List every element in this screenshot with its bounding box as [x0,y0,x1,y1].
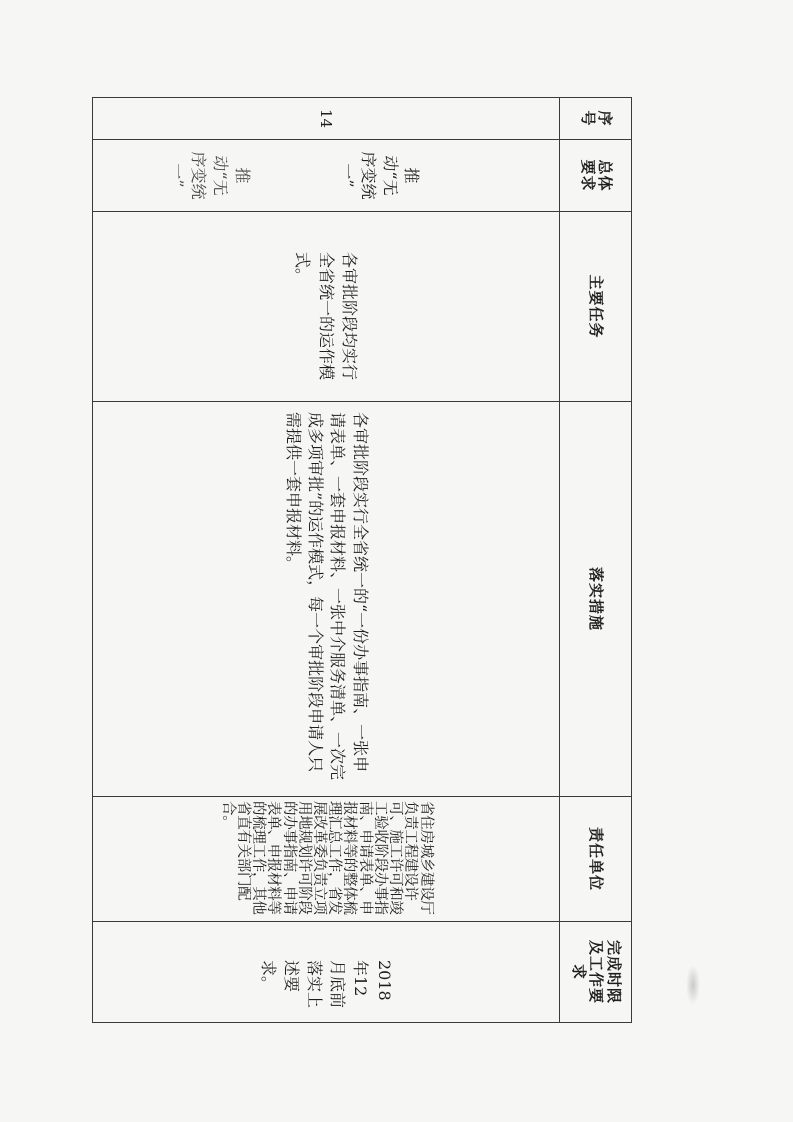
row-seq: 14 [93,98,560,140]
row-measure: 各审批阶段实行全省统一的“一份办事指南、一张申请表单、一套申报材料、一张中介服务清单、一次完成多项审批”的运作模式，每一个审批阶段申请人只需提供一套申报材料。 [93,402,560,797]
scan-smudge [686,965,700,1005]
requirement-text-bleed: 推动“无序变统一” [167,151,252,200]
row-deadline: 2018年12月底前落实上述要求。 [93,922,560,1023]
header-requirement: 总体要求 [560,140,632,212]
header-seq: 序号 [560,98,632,140]
rotated-document [92,97,632,1022]
header-measure: 落实措施 [560,402,632,797]
row-unit: 省住房城乡建设厅负责工程建设许可、施工许可和竣工验收阶段办事指南、申请表单、申报材料等的整体梳理汇总工作，省发展改革委负责立项用地规划许可阶段的办事指南、申请表单、申报材料等的梳理工作，其他省直有关部门配合。 [93,797,560,922]
header-deadline: 完成时限及工作要求 [560,922,632,1023]
row-task: 各审批阶段均实行全省统一的运作模式。 [93,212,560,402]
table-row [93,98,560,1023]
header-unit: 责任单位 [560,797,632,922]
table-header-row [560,98,632,1023]
header-task: 主要任务 [560,212,632,402]
requirement-text: 推动“无序变统一” [337,151,422,200]
row-requirement [93,140,560,212]
task-table [92,97,632,1023]
